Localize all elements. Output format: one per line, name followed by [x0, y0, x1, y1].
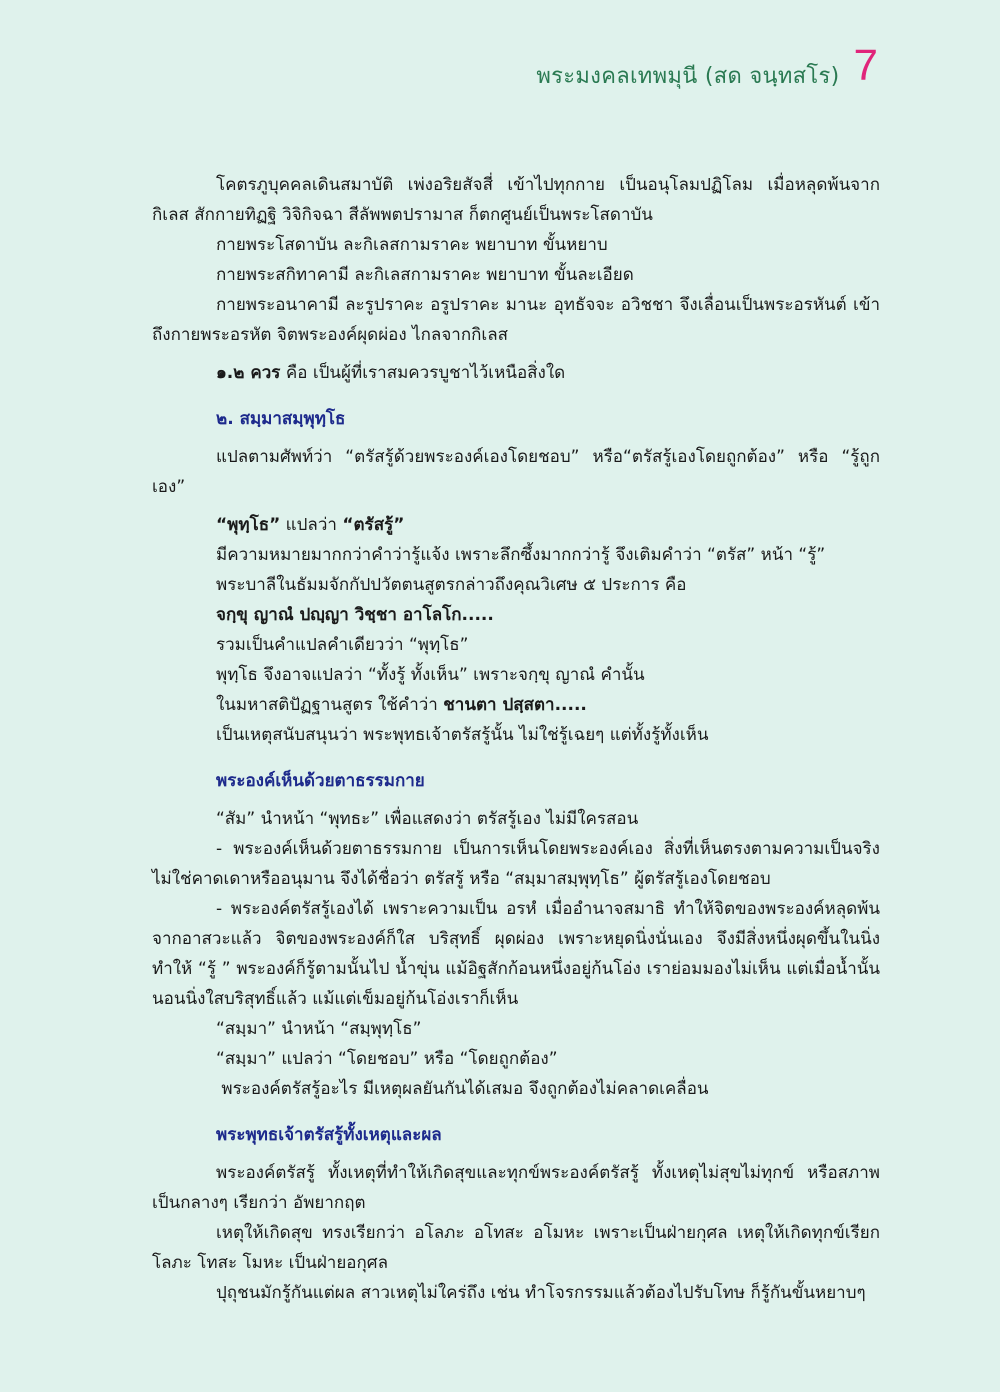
- paragraph: “สมฺมา” แปลว่า “โดยชอบ” หรือ “โดยถูกต้อง”: [216, 1049, 558, 1069]
- term-definition: คือ เป็นผู้ที่เราสมควรบูชาไว้เหนือสิ่งใด: [280, 363, 566, 383]
- page-body: [152, 170, 880, 1308]
- paragraph: กายพระสกิทาคามี ละกิเลสกามราคะ พยาบาท ขั้นละเอียด: [216, 265, 634, 285]
- term-label: ชานตา ปสฺสตา.....: [443, 695, 587, 715]
- paragraph: มีความหมายมากกว่าคำว่ารู้แจ้ง เพราะลึกซึ้งมากกว่ารู้ จึงเติมคำว่า “ตรัส” หน้า “รู้”: [216, 545, 826, 565]
- paragraph: “สมฺมา” นำหน้า “สมฺพุทฺโธ”: [216, 1019, 422, 1039]
- paragraph: กายพระโสดาบัน ละกิเลสกามราคะ พยาบาท ขั้นหยาบ: [216, 235, 608, 255]
- paragraph: [152, 358, 880, 388]
- paragraph: พระองค์ตรัสรู้ ทั้งเหตุที่ทำให้เกิดสุขและทุกข์พระองค์ตรัสรู้ ทั้งเหตุไม่สุขไม่ทุกข์ หรือสภาพเป็นกลางๆ เรียกว่า อัพยากฤต: [152, 1163, 880, 1213]
- page-number: 7: [853, 41, 878, 90]
- paragraph: พระองค์ตรัสรู้อะไร มีเหตุผลยันกันได้เสมอ จึงถูกต้องไม่คลาดเคลื่อน: [216, 1079, 709, 1099]
- section-heading: พระพุทธเจ้าตรัสรู้ทั้งเหตุและผล: [216, 1125, 442, 1145]
- paragraph: เหตุให้เกิดสุข ทรงเรียกว่า อโลภะ อโทสะ อโมหะ เพราะเป็นฝ่ายกุศล เหตุให้เกิดทุกข์เรียก โลภะ โทสะ โมหะ เป็นฝ่ายอกุศล: [152, 1223, 880, 1273]
- paragraph: แปลตามศัพท์ว่า “ตรัสรู้ด้วยพระองค์เองโดยชอบ” หรือ“ตรัสรู้เองโดยถูกต้อง” หรือ “รู้ถูกเอง”: [152, 447, 880, 497]
- running-header: [536, 58, 839, 93]
- paragraph: ปุถุชนมักรู้กันแต่ผล สาวเหตุไม่ใคร่ถึง เช่น ทำโจรกรรมแล้วต้องไปรับโทษ ก็รู้กันขั้นหยาบๆ: [216, 1283, 866, 1303]
- paragraph: [152, 690, 880, 720]
- paragraph: เป็นเหตุสนับสนุนว่า พระพุทธเจ้าตรัสรู้นั้น ไม่ใช่รู้เฉยๆ แต่ทั้งรู้ทั้งเห็น: [216, 725, 709, 745]
- paragraph: - พระองค์ตรัสรู้เองได้ เพราะความเป็น อรหํ เมื่ออำนาจสมาธิ ทำให้จิตของพระองค์หลุดพ้น จากอาสวะแล้ว จิตของพระองค์ก็ใส บริสุทธิ์ ผุดผ่อง เพราะหยุดนิ่งนั่นเอง จึงมีสิ่งหนึ่งผุดขึ้นในนิ่ง ทำให้ “รู้ ” พระองค์ก็รู้ตามนั้นไป น้ำขุ่น แม้อิฐสักก้อนหนึ่งอยู่ก้นโอ่ง เราย่อมมองไม่เห็น แต่เมื่อน้ำนั้น นอนนิ่งใสบริสุทธิ์แล้ว แม้แต่เข็มอยู่ก้นโอ่งเราก็เห็น: [152, 899, 880, 1009]
- term-connector: แปลว่า: [280, 515, 343, 535]
- paragraph: พระบาลีในธัมมจักกัปปวัตตนสูตรกล่าวถึงคุณวิเศษ ๕ ประการ คือ: [216, 575, 687, 595]
- paragraph: [152, 510, 880, 540]
- paragraph: จกฺขุ ญาณํ ปญฺญา วิชฺชา อาโลโก.....: [216, 605, 494, 625]
- section-heading: ๒. สมฺมาสมฺพุทฺโธ: [216, 409, 346, 429]
- term-label: ๑.๒ ควร: [216, 363, 281, 383]
- section-heading: พระองค์เห็นด้วยตาธรรมกาย: [216, 771, 425, 791]
- paragraph: “สัม” นำหน้า “พุทธะ” เพื่อแสดงว่า ตรัสรู้เอง ไม่มีใครสอน: [216, 809, 639, 829]
- paragraph: พุทฺโธ จึงอาจแปลว่า “ทั้งรู้ ทั้งเห็น” เพราะจกฺขุ ญาณํ คำนั้น: [216, 665, 645, 685]
- paragraph: กายพระอนาคามี ละรูปราคะ อรูปราคะ มานะ อุทธัจจะ อวิชชา จึงเลื่อนเป็นพระอรหันต์ เข้าถึงกายพระอรหัต จิตพระองค์ผุดผ่อง ไกลจากกิเลส: [152, 295, 880, 345]
- paragraph: รวมเป็นคำแปลคำเดียวว่า “พุทฺโธ”: [216, 635, 469, 655]
- running-title: พระมงคลเทพมุนี (สด จนฺทสโร): [536, 64, 840, 89]
- paragraph: - พระองค์เห็นด้วยตาธรรมกาย เป็นการเห็นโดยพระองค์เอง สิ่งที่เห็นตรงตามความเป็นจริง ไม่ใช่คาดเดาหรืออนุมาน จึงได้ชื่อว่า ตรัสรู้ หรือ “สมฺมาสมฺพุทฺโธ” ผู้ตรัสรู้เองโดยชอบ: [152, 839, 880, 889]
- term-label: “พุทฺโธ”: [216, 515, 281, 535]
- text-span: ในมหาสติปัฏฐานสูตร ใช้คำว่า: [216, 695, 444, 715]
- term-meaning: “ตรัสรู้”: [342, 515, 405, 535]
- paragraph: โคตรภูบุคคลเดินสมาบัติ เพ่งอริยสัจสี่ เข้าไปทุกกาย เป็นอนุโลมปฏิโลม เมื่อหลุดพ้นจากกิเลส สักกายทิฏฐิ วิจิกิจฉา สีลัพพตปรามาส ก็ตกศูนย์เป็นพระโสดาบัน: [152, 175, 880, 225]
